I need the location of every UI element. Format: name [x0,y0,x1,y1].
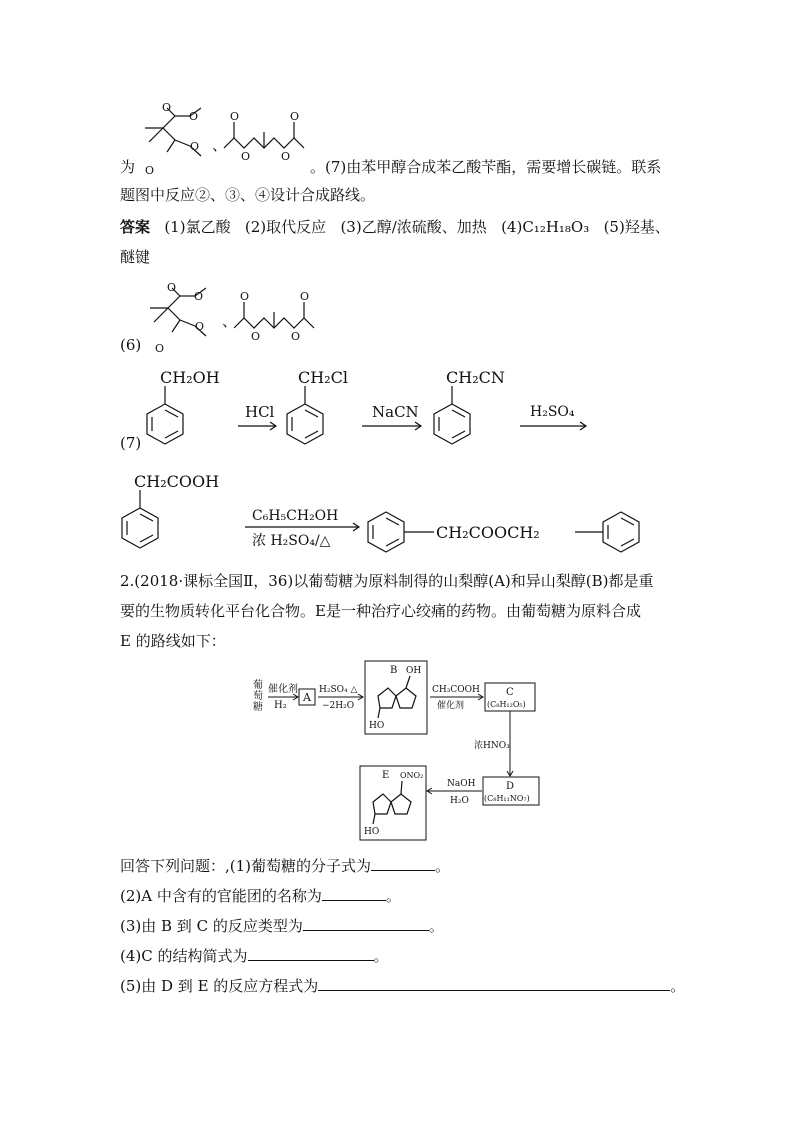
oxygen-label: O [190,140,200,153]
reagent-conc-h2so4: 浓 H₂SO₄/△ [252,533,331,549]
reagent-nacn: NaCN [372,403,419,421]
answer-3: (3)乙醇/浓硫酸、加热 [340,218,487,236]
text-line-7: 。(7)由苯甲醇合成苯乙酸苄酯，需要增长碳链。联系 [310,158,662,176]
period: 。 [435,857,451,875]
answer-blank-2[interactable] [322,884,386,901]
naoh-label: NaOH [447,779,476,789]
oxygen-label: O [189,110,199,123]
reagent-benzyl-alcohol: C₆H₅CH₂OH [252,508,339,524]
answer-6-label: (6) [120,336,142,354]
question-4 [120,944,389,967]
question-5-text: (5)由 D 到 E 的反应方程式为 [120,977,319,995]
q2-line-2: 要的生物质转化平台化合物。E是一种治疗心绞痛的药物。由葡萄糖为原料合成 [120,602,641,620]
answer-blank-1[interactable] [371,854,435,871]
oh-label: OH [406,666,422,676]
answer-blank-4[interactable] [248,944,374,961]
oxygen-label: O [291,330,301,343]
prefix-wei: 为 [120,158,136,176]
oxygen-label: O [241,150,251,163]
oxygen-label: O [290,110,300,123]
question-1-text: 回答下列问题：,(1)葡萄糖的分子式为 [120,857,372,875]
small-o: O [155,342,165,355]
oxygen-label: O [251,330,261,343]
glucose-char: 葡 [253,680,263,691]
period: 。 [373,947,389,965]
oxygen-label: O [162,101,172,114]
compound-b-label: B [390,665,398,676]
minus-water-label: −2H₂O [322,701,355,711]
catalyst-label-2: 催化剂 [437,701,465,711]
compound-d-formula: (C₈H₁₁NO₇) [484,794,530,803]
answer-5: (5)羟基、 [603,218,670,236]
compound-d-label: D [506,781,515,792]
oxygen-label: O [300,290,310,303]
nitric-acid-label: 浓HNO₃ [474,741,510,751]
period: 。 [385,887,401,905]
compound-c-formula: (C₈H₁₂O₅) [487,700,526,709]
catalyst-label: 催化剂 [268,684,298,695]
period: 。 [428,917,444,935]
question-3-text: (3)由 B 到 C 的反应类型为 [120,917,303,935]
ho-label: HO [369,721,385,731]
small-o: O [145,164,155,177]
ono2-label: ONO₂ [400,771,424,780]
oxygen-label: O [195,320,205,333]
acetic-acid-label: CH₃COOH [432,685,480,695]
answer-label: 答案 [120,218,151,236]
answer-blank-3[interactable] [303,914,429,931]
answer-4: (4)C₁₂H₁₈O₃ [501,218,590,236]
water-label: H₂O [450,796,469,806]
answer6-molecule-2 [232,288,327,343]
benzene-ring-icon [434,386,470,444]
top-molecule-2 [222,108,317,163]
benzene-ring-icon [122,490,158,548]
separator-comma: 、 [222,312,238,330]
compound-e-label: E [382,770,390,781]
answer-line [120,216,670,238]
q2-line-3: E 的路线如下： [120,632,226,650]
bicyclic-ring-icon [378,676,416,718]
h2-label: H₂ [274,700,287,711]
benzene-ring-icon [287,386,323,444]
question-2-text: (2)A 中含有的官能团的名称为 [120,887,322,905]
glucose-char: 糖 [253,702,263,713]
ch2cn-label: CH₂CN [446,368,505,387]
route7-scheme [0,360,794,560]
oxygen-label: O [240,290,250,303]
answer-blank-5[interactable] [318,974,670,991]
q2-line-1: 2.(2018·课标全国Ⅱ，36)以葡萄糖为原料制得的山梨醇(A)和异山梨醇(B)都是重 [120,572,654,590]
answer-2: (2)取代反应 [244,218,327,236]
answer-5b: 醚键 [120,248,151,266]
oxygen-label: O [230,110,240,123]
h2so4-heat-label: H₂SO₄ △ [319,685,358,695]
period: 。 [670,977,686,995]
synthesis-scheme [250,658,550,843]
oxygen-label: O [167,281,177,294]
glucose-char: 萄 [253,691,263,702]
ester-linkage-label: CH₂COOCH₂ [436,523,540,542]
question-1 [120,854,450,877]
question-3 [120,914,444,937]
compound-a-label: A [303,691,311,704]
ch2oh-label: CH₂OH [160,368,220,387]
question-4-text: (4)C 的结构简式为 [120,947,248,965]
oxygen-label: O [194,290,204,303]
benzene-ring-icon [575,512,639,552]
benzene-ring-icon [147,386,183,444]
answer6-molecule-1 [140,278,230,353]
question-5 [120,974,685,997]
ch2cl-label: CH₂Cl [298,368,348,387]
answer-1: (1)氯乙酸 [164,218,231,236]
reagent-hcl: HCl [245,403,275,421]
compound-c-label: C [506,687,514,698]
answer-7-label: (7) [120,434,142,452]
separator-comma: 、 [212,136,228,154]
text-line-7b: 题图中反应②、③、④设计合成路线。 [120,186,376,204]
oxygen-label: O [281,150,291,163]
benzene-ring-icon [368,512,434,552]
ho-label: HO [364,827,380,837]
question-2 [120,884,401,907]
ch2cooh-label: CH₂COOH [134,472,220,491]
bicyclic-ring-icon [373,781,411,824]
reagent-h2so4: H₂SO₄ [530,404,575,420]
